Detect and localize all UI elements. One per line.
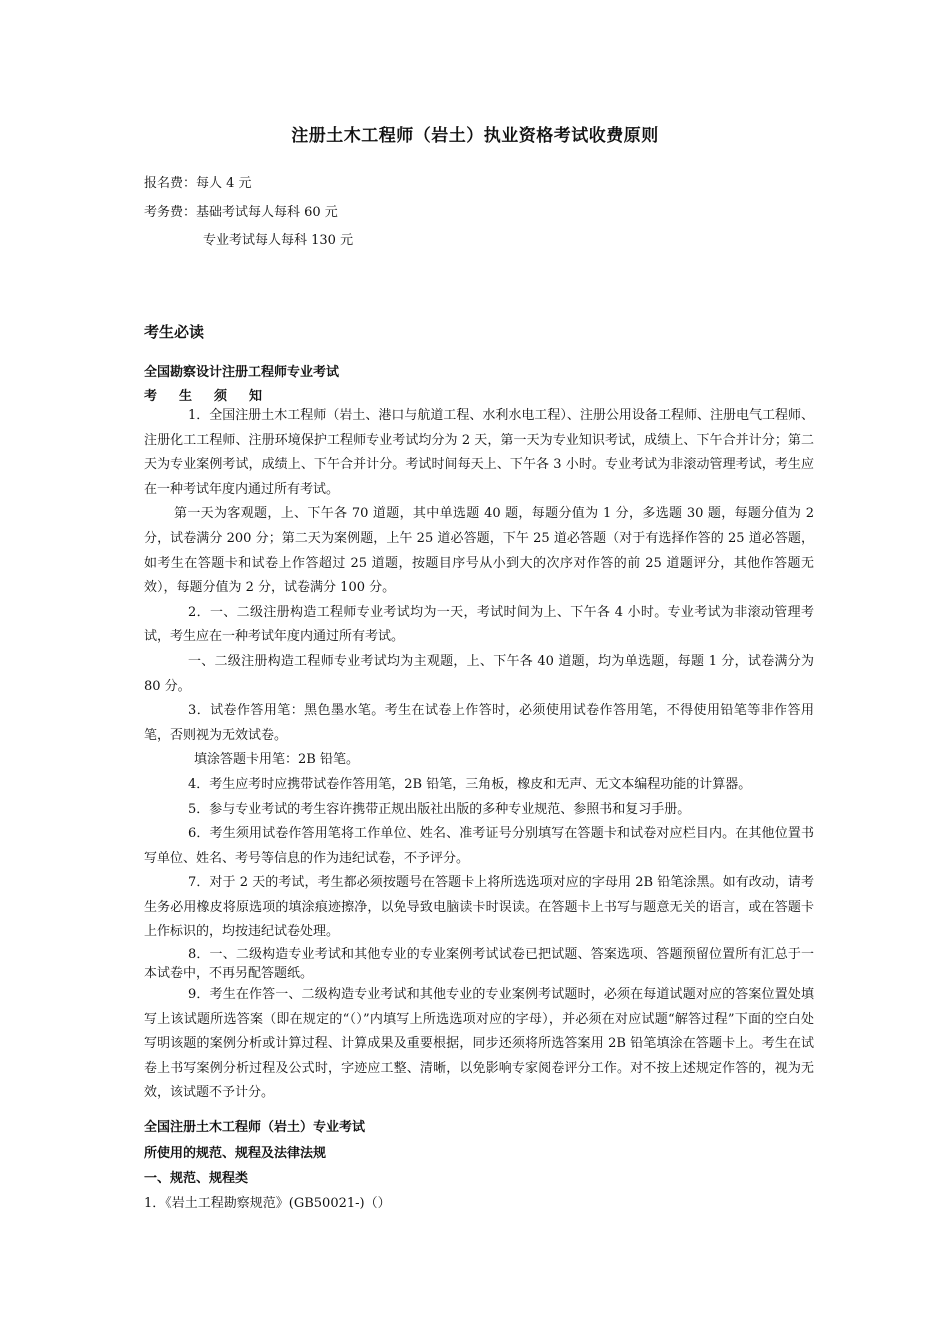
section-heading: 考生必读 [144, 323, 205, 341]
notice-heading: 考生须知 [144, 389, 285, 404]
exam-heading: 全国勘察设计注册工程师专业考试 [144, 365, 340, 380]
notice-body [144, 404, 814, 1106]
paragraph-1: 1．全国注册土木工程师（岩土、港口与航道工程、水利水电工程）、注册公用设备工程师、注册电气工程师、注册化工工程师、注册环境保护工程师专业考试均分为 2 天，第一天为专业知识考试，成绩上、下午合并计分；第二天为专业案例考试，成绩上、下午合并计分。考试时间每天上、下午各 3 小时。专业考试为非滚动管理考试，考生应在一种考试年度内通过所有考试。 [144, 408, 814, 497]
paragraph-8: 8．一、二级构造专业考试和其他专业的专业案例考试试卷已把试题、答案选项、答题预留位置所有汇总于一本试卷中，不再另配答题纸。 [144, 947, 814, 982]
paragraph-4: 4．考生应考时应携带试卷作答用笔，2B 铅笔，三角板，橡皮和无声、无文本编程功能的计算器。 [188, 776, 752, 792]
paragraph-5: 5．参与专业考试的考生容许携带正规出版社出版的多种专业规范、参照书和复习手册。 [188, 801, 691, 817]
paragraph-3b: 填涂答题卡用笔：2B 铅笔。 [194, 752, 359, 768]
registration-fee: 报名费：每人 4 元 [144, 176, 252, 191]
paragraph-6: 6．考生须用试卷作答用笔将工作单位、姓名、准考证号分别填写在答题卡和试卷对应栏目内。在其他位置书写单位、姓名、考号等信息的作为违纪试卷，不予评分。 [144, 826, 814, 866]
paragraph-7: 7．对于 2 天的考试，考生都必须按题号在答题卡上将所选选项对应的字母用 2B 铅笔涂黑。如有改动，请考生务必用橡皮将原选项的填涂痕迹擦净，以免导致电脑读卡时误读。在答题卡上书写与题意无关的语言，或在答题卡上作标识的，均按违纪试卷处理。 [144, 875, 814, 940]
paragraph-2b: 一、二级注册构造工程师专业考试均为主观题，上、下午各 40 道题，均为单选题，每题 1 分，试卷满分为 80 分。 [144, 653, 814, 694]
page-title: 注册土木工程师（岩土）执业资格考试收费原则 [291, 126, 659, 146]
regs-heading-category: 一、规范、规程类 [144, 1171, 249, 1186]
exam-fee-professional: 专业考试每人每科 130 元 [203, 233, 354, 248]
paragraph-1b: 第一天为客观题，上、下午各 70 道题，其中单选题 40 题，每题分值为 1 分，多选题 30 题，每题分值为 2 分，试卷满分 200 分；第二天为案例题，上午 25 道必答题，下午 25 道必答题（对于有选择作答的 25 道必答题，如考生在答题卡和试卷上作答超过 25 道题，按题目序号从小到大的次序对作答的前 25 道题评分，其他作答题无效），每题分值为 2 分，试卷满分 100 分。 [144, 506, 814, 596]
paragraph-2: 2．一、二级注册构造工程师专业考试均为一天，考试时间为上、下午各 4 小时。专业考试为非滚动管理考试，考生应在一种考试年度内通过所有考试。 [144, 604, 814, 645]
paragraph-9: 9．考生在作答一、二级构造专业考试和其他专业的专业案例考试题时，必须在每道试题对应的答案位置处填写上该试题所选答案（即在规定的“（）”内填写上所选选项对应的字母），并必须在对应试题“解答过程”下面的空白处写明该题的案例分析或计算过程、计算成果及重要根据，同步还须将所选答案用 2B 铅笔填涂在答题卡上。考生在试卷上书写案例分析过程及公式时，字迹应工整、清晰，以免影响专家阅卷评分工作。对不按上述规定作答的，视为无效，该试题不予计分。 [144, 987, 814, 1101]
paragraph-3: 3．试卷作答用笔：黑色墨水笔。考生在试卷上作答时，必须使用试卷作答用笔，不得使用铅笔等非作答用笔，否则视为无效试卷。 [144, 703, 814, 743]
exam-fee-basic: 考务费：基础考试每人每科 60 元 [144, 205, 338, 220]
regs-item-1: 1．《岩土工程勘察规范》(GB50021-)（） [144, 1196, 391, 1211]
regs-heading-list: 所使用的规范、规程及法律法规 [144, 1146, 327, 1161]
regs-heading-exam: 全国注册土木工程师（岩土）专业考试 [144, 1120, 366, 1135]
